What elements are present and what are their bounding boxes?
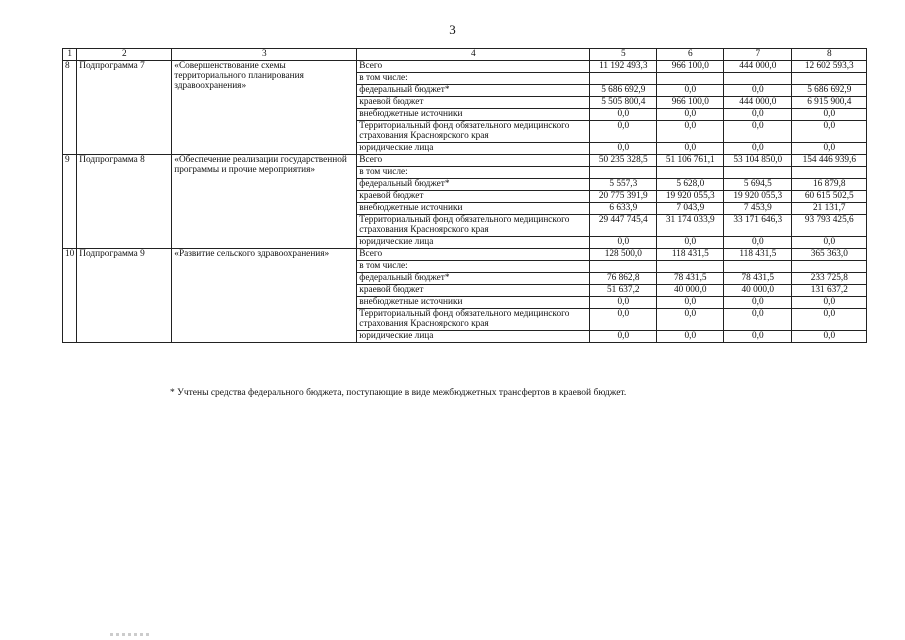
table-body [63, 61, 867, 343]
header-cell: 8 [792, 49, 867, 61]
amount-cell: 40 000,0 [724, 285, 792, 297]
amount-cell: 0,0 [792, 309, 867, 331]
amount-cell: 51 106 761,1 [657, 155, 724, 167]
amount-cell [657, 167, 724, 179]
header-cell: 3 [172, 49, 357, 61]
amount-cell [724, 167, 792, 179]
amount-cell: 5 686 692,9 [590, 85, 657, 97]
program-title: «Развитие сельского здравоохранения» [172, 249, 357, 343]
amount-cell: 0,0 [657, 297, 724, 309]
funding-source: юридические лица [357, 331, 590, 343]
amount-cell: 966 100,0 [657, 61, 724, 73]
amount-cell: 0,0 [724, 109, 792, 121]
amount-cell: 0,0 [792, 109, 867, 121]
program-name: Подпрограмма 9 [77, 249, 172, 343]
table-header [63, 49, 867, 61]
funding-source: Территориальный фонд обязательного медицинского страхования Красноярского края [357, 121, 590, 143]
amount-cell: 0,0 [590, 309, 657, 331]
table-row [63, 249, 867, 261]
amount-cell: 0,0 [792, 143, 867, 155]
amount-cell: 131 637,2 [792, 285, 867, 297]
amount-cell: 31 174 033,9 [657, 215, 724, 237]
row-index: 9 [63, 155, 77, 249]
amount-cell: 51 637,2 [590, 285, 657, 297]
amount-cell: 0,0 [657, 331, 724, 343]
amount-cell: 0,0 [724, 237, 792, 249]
funding-source: внебюджетные источники [357, 297, 590, 309]
amount-cell: 0,0 [657, 85, 724, 97]
amount-cell: 6 633,9 [590, 203, 657, 215]
amount-cell: 7 043,9 [657, 203, 724, 215]
amount-cell: 128 500,0 [590, 249, 657, 261]
amount-cell: 76 862,8 [590, 273, 657, 285]
amount-cell: 365 363,0 [792, 249, 867, 261]
funding-source: в том числе: [357, 73, 590, 85]
amount-cell: 0,0 [590, 331, 657, 343]
amount-cell: 0,0 [724, 85, 792, 97]
amount-cell: 0,0 [657, 143, 724, 155]
amount-cell: 0,0 [792, 237, 867, 249]
amount-cell: 0,0 [590, 143, 657, 155]
header-cell: 7 [724, 49, 792, 61]
amount-cell: 0,0 [590, 297, 657, 309]
row-index: 8 [63, 61, 77, 155]
amount-cell: 50 235 328,5 [590, 155, 657, 167]
amount-cell: 20 775 391,9 [590, 191, 657, 203]
table-row [63, 155, 867, 167]
program-name: Подпрограмма 7 [77, 61, 172, 155]
amount-cell: 444 000,0 [724, 97, 792, 109]
amount-cell: 5 686 692,9 [792, 85, 867, 97]
page-number: 3 [449, 22, 456, 37]
amount-cell [590, 167, 657, 179]
amount-cell: 0,0 [657, 309, 724, 331]
funding-source: в том числе: [357, 261, 590, 273]
amount-cell: 40 000,0 [657, 285, 724, 297]
amount-cell [724, 261, 792, 273]
funding-source: федеральный бюджет* [357, 273, 590, 285]
amount-cell [590, 73, 657, 85]
funding-source: краевой бюджет [357, 285, 590, 297]
funding-source: в том числе: [357, 167, 590, 179]
amount-cell: 0,0 [724, 309, 792, 331]
scan-artifact [110, 633, 150, 636]
amount-cell: 33 171 646,3 [724, 215, 792, 237]
funding-source: краевой бюджет [357, 191, 590, 203]
funding-source: Всего [357, 155, 590, 167]
amount-cell: 16 879,8 [792, 179, 867, 191]
header-cell: 2 [77, 49, 172, 61]
amount-cell: 78 431,5 [724, 273, 792, 285]
amount-cell: 0,0 [792, 331, 867, 343]
funding-source: Территориальный фонд обязательного медицинского страхования Красноярского края [357, 309, 590, 331]
amount-cell: 966 100,0 [657, 97, 724, 109]
funding-source: Всего [357, 249, 590, 261]
amount-cell: 93 793 425,6 [792, 215, 867, 237]
funding-source: внебюджетные источники [357, 109, 590, 121]
amount-cell: 19 920 055,3 [724, 191, 792, 203]
budget-table [62, 48, 867, 343]
amount-cell [657, 261, 724, 273]
amount-cell: 5 628,0 [657, 179, 724, 191]
funding-source: юридические лица [357, 237, 590, 249]
amount-cell: 444 000,0 [724, 61, 792, 73]
amount-cell [590, 261, 657, 273]
amount-cell: 6 915 900,4 [792, 97, 867, 109]
funding-source: юридические лица [357, 143, 590, 155]
amount-cell: 7 453,9 [724, 203, 792, 215]
amount-cell: 53 104 850,0 [724, 155, 792, 167]
amount-cell: 60 615 502,5 [792, 191, 867, 203]
amount-cell [792, 261, 867, 273]
funding-source: федеральный бюджет* [357, 179, 590, 191]
program-title: «Обеспечение реализации государственной программы и прочие мероприятия» [172, 155, 357, 249]
amount-cell: 0,0 [657, 109, 724, 121]
header-cell: 4 [357, 49, 590, 61]
row-index: 10 [63, 249, 77, 343]
program-title: «Совершенствование схемы территориального планирования здравоохранения» [172, 61, 357, 155]
amount-cell: 5 694,5 [724, 179, 792, 191]
program-name: Подпрограмма 8 [77, 155, 172, 249]
amount-cell: 0,0 [724, 121, 792, 143]
funding-source: краевой бюджет [357, 97, 590, 109]
funding-source: внебюджетные источники [357, 203, 590, 215]
amount-cell: 0,0 [724, 331, 792, 343]
header-cell: 1 [63, 49, 77, 61]
amount-cell [792, 167, 867, 179]
header-cell: 6 [657, 49, 724, 61]
amount-cell: 0,0 [657, 237, 724, 249]
amount-cell: 118 431,5 [724, 249, 792, 261]
amount-cell: 0,0 [724, 297, 792, 309]
amount-cell: 118 431,5 [657, 249, 724, 261]
amount-cell [792, 73, 867, 85]
amount-cell [657, 73, 724, 85]
funding-source: Территориальный фонд обязательного медицинского страхования Красноярского края [357, 215, 590, 237]
table-row [63, 61, 867, 73]
amount-cell: 0,0 [792, 121, 867, 143]
amount-cell: 0,0 [590, 109, 657, 121]
amount-cell: 0,0 [657, 121, 724, 143]
amount-cell: 21 131,7 [792, 203, 867, 215]
funding-source: федеральный бюджет* [357, 85, 590, 97]
amount-cell: 0,0 [792, 297, 867, 309]
amount-cell: 154 446 939,6 [792, 155, 867, 167]
amount-cell: 233 725,8 [792, 273, 867, 285]
funding-source: Всего [357, 61, 590, 73]
footnote: * Учтены средства федерального бюджета, поступающие в виде межбюджетных трансфертов в краевой бюджет. [170, 388, 627, 398]
header-cell: 5 [590, 49, 657, 61]
amount-cell: 78 431,5 [657, 273, 724, 285]
amount-cell: 5 505 800,4 [590, 97, 657, 109]
amount-cell: 29 447 745,4 [590, 215, 657, 237]
amount-cell: 0,0 [590, 237, 657, 249]
amount-cell: 11 192 493,3 [590, 61, 657, 73]
amount-cell [724, 73, 792, 85]
amount-cell: 5 557,3 [590, 179, 657, 191]
amount-cell: 19 920 055,3 [657, 191, 724, 203]
amount-cell: 0,0 [590, 121, 657, 143]
amount-cell: 12 602 593,3 [792, 61, 867, 73]
amount-cell: 0,0 [724, 143, 792, 155]
